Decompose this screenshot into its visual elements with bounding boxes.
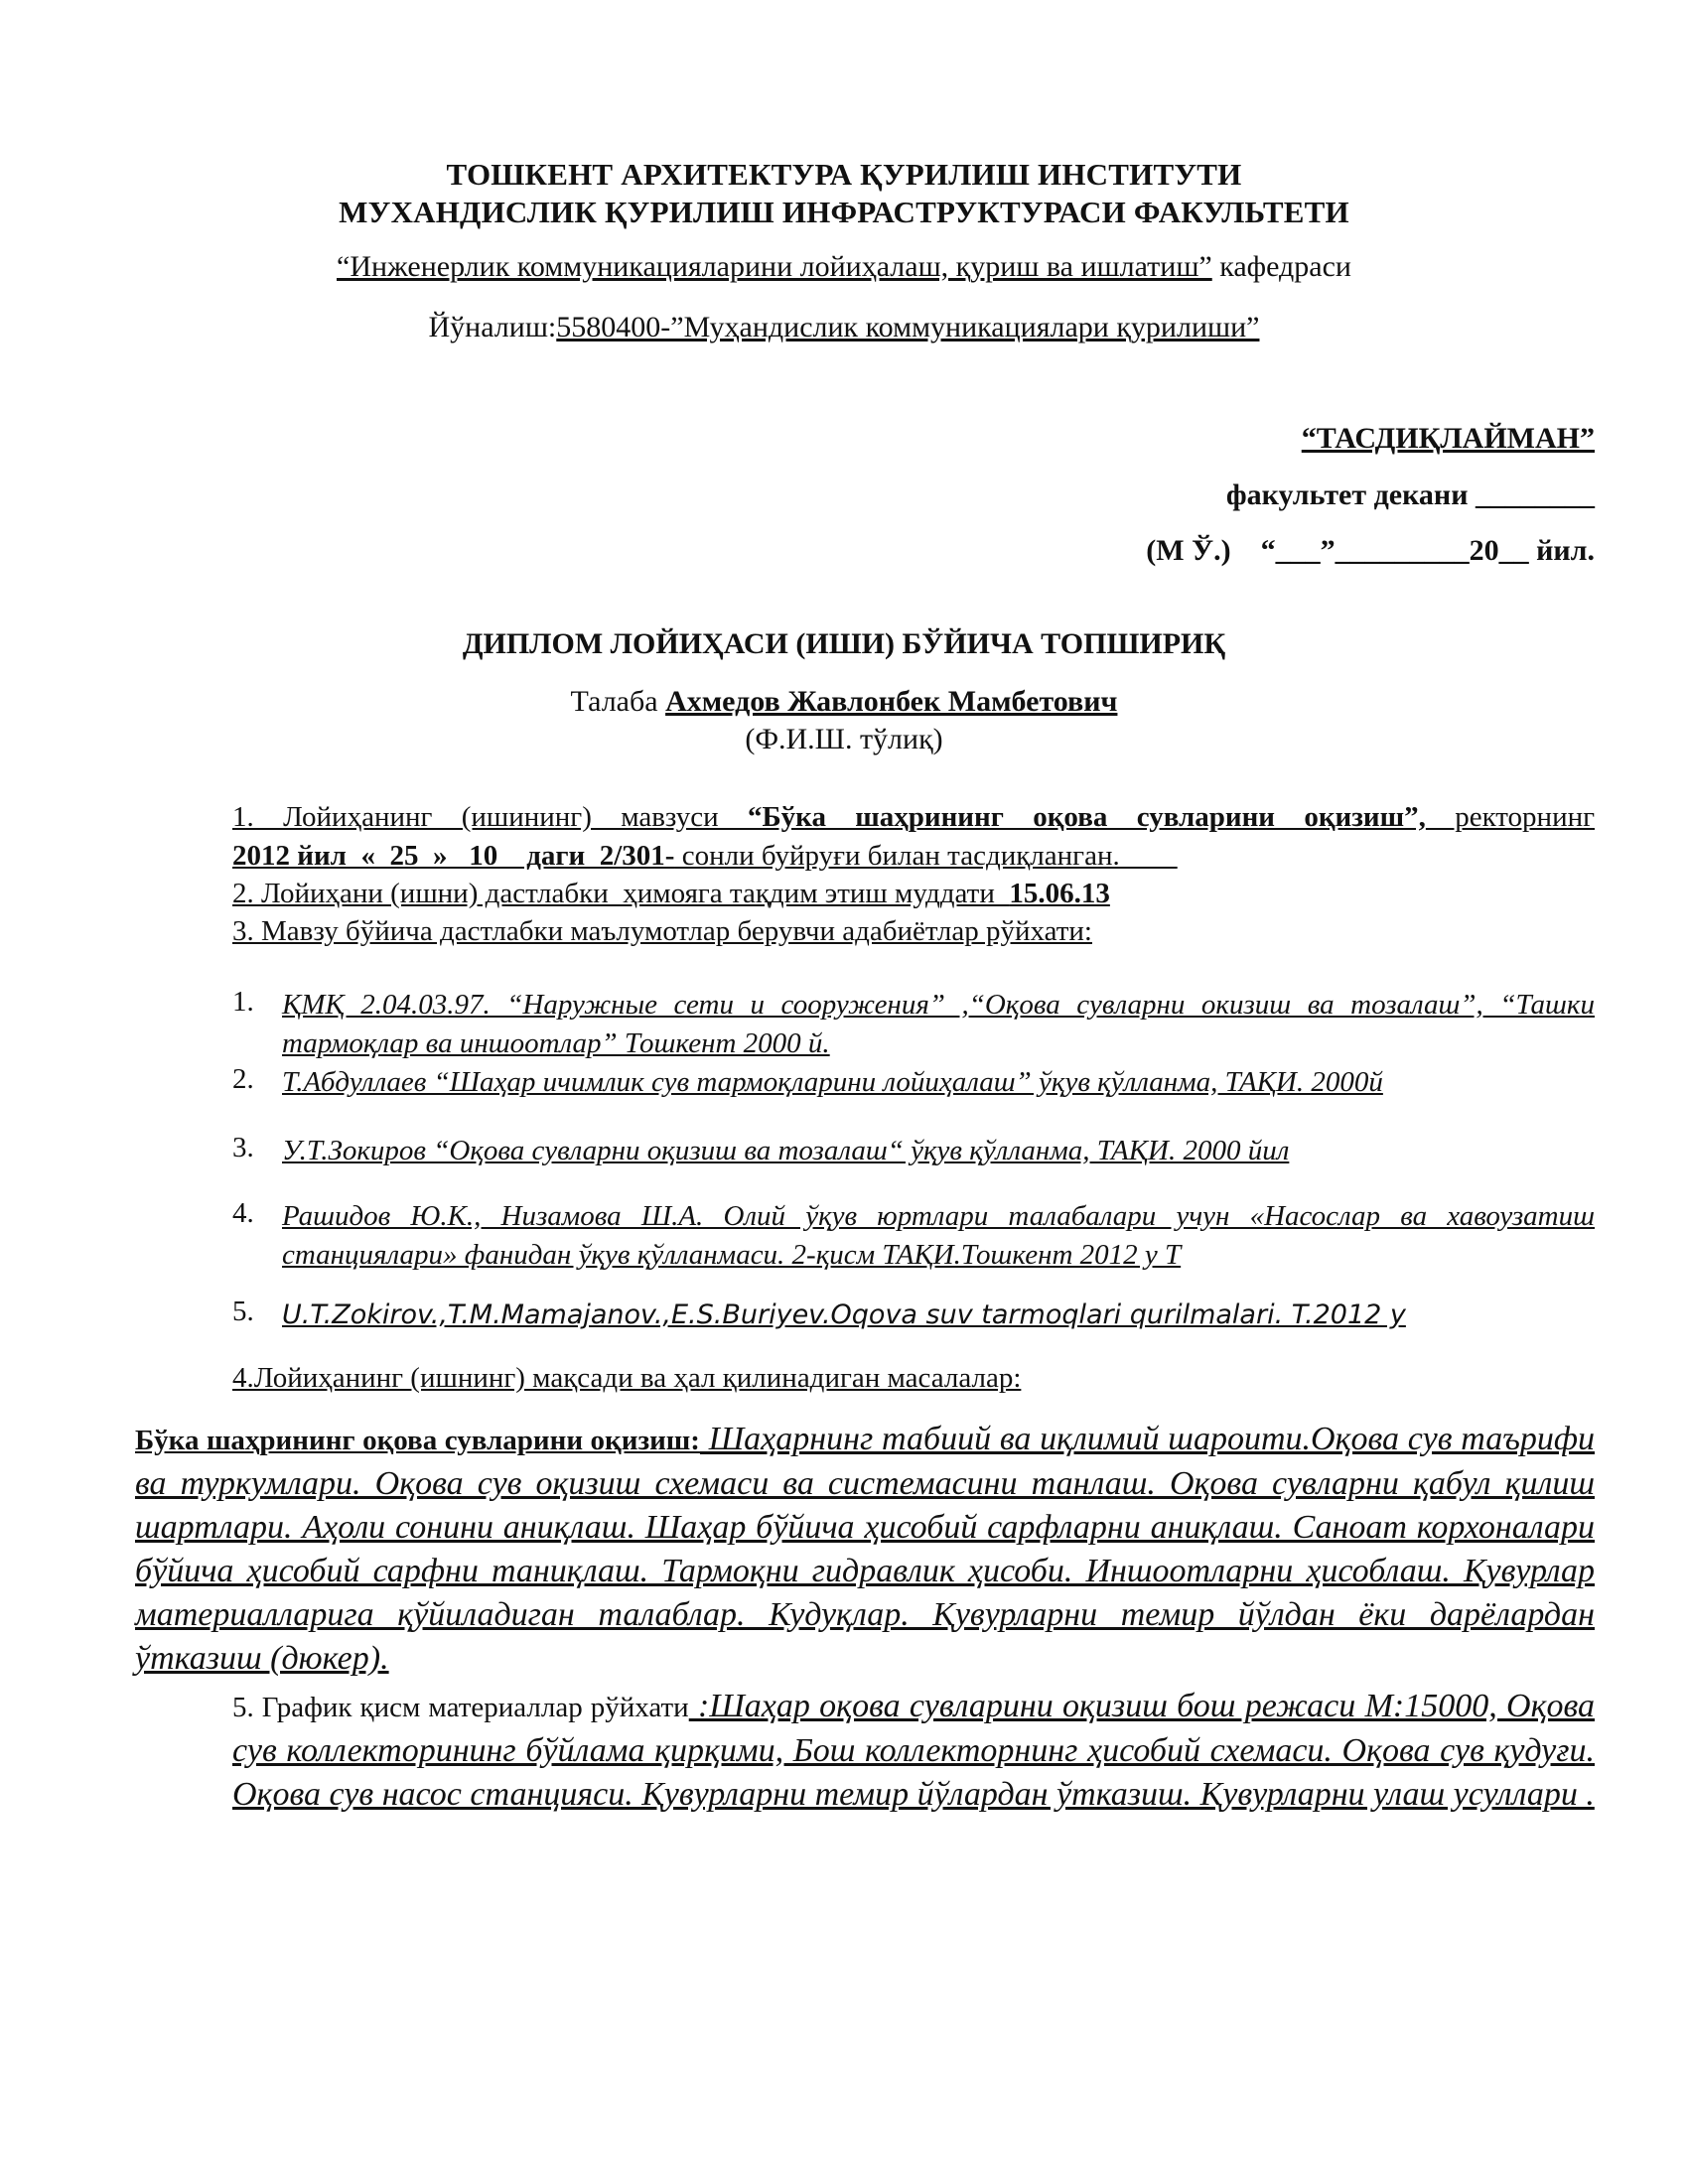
section-5-body [232,1685,1595,1817]
item-2-text: 2. Лойиҳани (ишни) дастлабки ҳимояга тақдим этиш муддати [232,878,1010,909]
section-4-text: Шаҳарнинг табиий ва иқлимий шароити.Оқова сув таърифи ва туркумлари. Оқова сув оқизиш схемаси ва системасини танлаш. Оқова сувларни қабул қилиш шартлари. Аҳоли сонини аниқлаш. Шаҳар бўйича ҳисобий сарфларни аниқлаш. Саноат корхоналари бўйича ҳисобий сарфни таниқлаш. Тармоқни гидравлик ҳисоби. Иншоотларни ҳисоблаш. Қувурлар материалларига қўйиладиган талаблар. Кудуқлар. Қувурларни темир йўлдан ёки дарёлардан ўтказиш (дюкер). [135,1421,1595,1677]
student-note: (Ф.И.Ш. тўлиқ) [745,723,943,755]
reference-text: Т.Абдуллаев “Шаҳар ичимлик сув тармоқларини лойиҳалаш” ўқув қўлланма, ТАҚИ. 2000й [282,1066,1383,1098]
dean-signature-line: факультет декани ________ [1225,478,1595,511]
reference-text: У.Т.Зокиров “Оқова сувларни оқизиш ва тозалаш“ ўқув қўлланма, ТАҚИ. 2000 йил [282,1135,1290,1166]
item-1-line-2 [232,836,1595,877]
item-1-prefix: 1. Лойиҳанинг (ишининг) мавзуси [232,801,748,833]
section-5-lead: 5. График қисм материаллар рўйхати [232,1692,689,1723]
section-5-text: :Шаҳар оқова сувларини оқизиш бош режаси М:15000, Оқова сув коллекторининг бўйлама қирқими, Бош коллекторнинг ҳисобий схемаси. Оқова сув қудуғи. Оқова сув насос станцияси. Қувурларни темир йўлардан ўтказиш. Қувурларни улаш усуллари . [232,1688,1595,1813]
department-line [0,250,1688,284]
item-3-line [232,911,1595,952]
item-1-suffix: ректорнинг [1425,801,1596,833]
direction-line [0,311,1688,344]
item-1-order-rest: сонли буйруғи билан тасдиқланган. [674,840,1178,872]
item-1-order: 2012 йил « 25 » 10 даги 2/301- [232,840,675,872]
faculty-name: МУХАНДИСЛИК ҚУРИЛИШ ИНФРАСТРУКТУРАСИ ФАКУЛЬТЕТИ [339,195,1349,229]
direction-value: 5580400-”Муҳандислик коммуникациялари қурилиши” [556,311,1260,343]
student-line [0,685,1688,719]
department-suffix: кафедраси [1211,250,1351,283]
item-3-text: 3. Мавзу бўйича дастлабки маълумотлар берувчи адабиётлар рўйхати: [232,915,1092,947]
reference-text: ҚМҚ 2.04.03.97. “Наружные сети и сооружения” ,“Оқова сувларни окизиш ва тозалаш”, “Ташки тармоқлар ва иншоотлар” Тошкент 2000 й. [282,989,1595,1059]
section-4-body [135,1418,1595,1681]
item-2-date: 15.06.13 [1009,878,1110,909]
item-1-topic: “Бўка шаҳрининг оқова сувларини оқизиш”, [748,801,1426,833]
student-name: Ахмедов Жавлонбек Мамбетович [665,685,1118,718]
document-title: ДИПЛОМ ЛОЙИҲАСИ (ИШИ) БЎЙИЧА ТОПШИРИҚ [462,627,1226,660]
student-label: Талаба [570,685,666,718]
reference-text: U.T.Zokirov.,T.M.Mamajanov.,E.S.Buriyev.Oqova suv tarmoqlari qurilmalari. T.2012 y [282,1299,1406,1330]
section-4-heading [232,1358,1595,1399]
item-1-line-1 [232,797,1595,838]
direction-label: Йўналиш: [428,311,557,343]
reference-number: 2. [232,1063,254,1095]
item-2-line [232,874,1595,914]
institute-name: ТОШКЕНТ АРХИТЕКТУРА ҚУРИЛИШ ИНСТИТУТИ [446,157,1242,192]
reference-number: 3. [232,1132,254,1163]
approval-date-line: (М Ў.) “___”_________20__ йил. [1146,534,1595,567]
reference-number: 4. [232,1197,254,1229]
section-4-heading-text: 4.Лойиҳанинг (ишнинг) мақсади ва ҳал қилинадиган масалалар: [232,1362,1022,1394]
department-name: “Инженерлик коммуникацияларини лойиҳалаш, қуриш ва ишлатиш” [337,250,1212,283]
reference-number: 1. [232,986,254,1018]
approve-stamp: “ТАСДИҚЛАЙМАН” [1301,422,1595,455]
section-4-lead: Бўка шаҳрининг оқова сувларини оқизиш: [135,1425,700,1456]
reference-number: 5. [232,1296,254,1327]
reference-text: Рашидов Ю.К., Низамова Ш.А. Олий ўқув юртлари талабалари учун «Насослар ва хавоузатиш станциялари» фанидан ўқув қўлланмаси. 2-қисм ТАҚИ.Тошкент 2012 у Т [282,1200,1595,1271]
